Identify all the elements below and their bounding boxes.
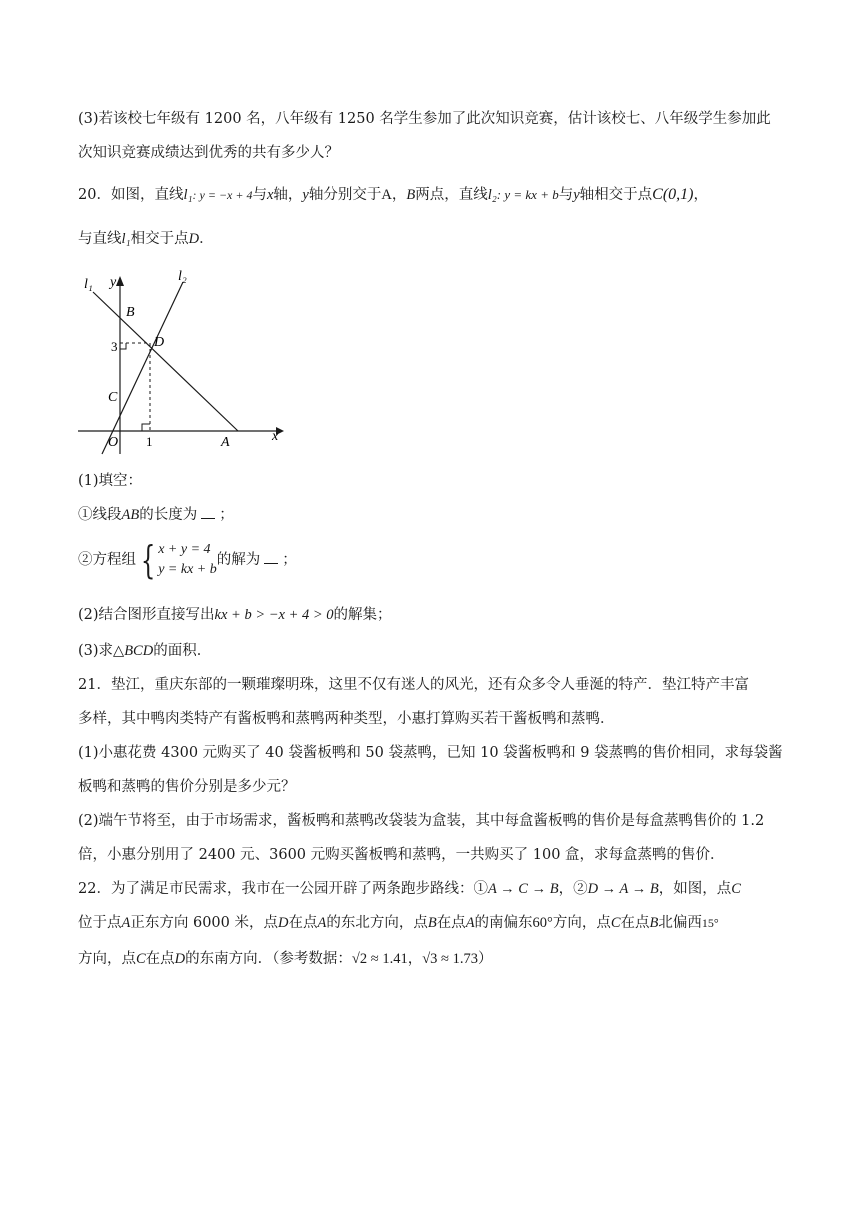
l2-label: l₂ xyxy=(487,187,497,203)
q20-stem-line1 xyxy=(78,184,708,206)
q22-text: 22．为了满足市民需求，我市在一公园开辟了两条跑步路线：① xyxy=(78,881,488,897)
point-a: A xyxy=(121,915,131,931)
q20-text: ． xyxy=(199,231,214,247)
answer-blank[interactable] xyxy=(264,551,278,564)
q22-text: 在点 xyxy=(145,951,175,967)
q22-text: 在点 xyxy=(288,915,318,931)
right-angle-mark-x xyxy=(142,424,150,431)
q21-line4: 板鸭和蒸鸭的售价分别是多少元？ xyxy=(78,779,296,795)
point-b: B xyxy=(649,915,659,931)
q20-text: 两点，直线 xyxy=(415,187,488,203)
l1-label: l₁ xyxy=(183,187,193,203)
q20-stem-line2 xyxy=(78,228,214,250)
q22-text: ，② xyxy=(558,881,588,897)
q20-text: 的面积． xyxy=(153,643,212,659)
q22-text: 在点 xyxy=(436,915,466,931)
point-c: C xyxy=(731,881,741,897)
q19-part3-line2: 次知识竞赛成绩达到优秀的共有多少人？ xyxy=(78,145,339,161)
tick-1: 1 xyxy=(146,434,153,449)
y-var: y xyxy=(573,187,580,203)
q20-text: 与 xyxy=(558,187,574,203)
q22-text: ， xyxy=(407,951,423,967)
route-1: A → C → B xyxy=(487,881,559,897)
q22-text: 北偏西 xyxy=(658,915,702,931)
inequality: kx + b > −x + 4 > 0 xyxy=(214,607,334,623)
tick-3: 3 xyxy=(111,339,118,354)
q20-text: (2)结合图形直接写出 xyxy=(78,607,215,623)
point-a: A xyxy=(317,915,327,931)
label-d: D xyxy=(154,335,165,350)
x-var: x xyxy=(266,187,274,203)
q20-text: ， xyxy=(693,187,708,203)
q21-line3: (1)小惠花费 4300 元购买了 40 袋酱板鸭和 50 袋蒸鸭，已知 10 袋酱板鸭和 9 袋蒸鸭的售价相同，求每袋酱 xyxy=(78,745,783,761)
q20-text: (3)求 xyxy=(78,643,114,659)
q22-line3 xyxy=(78,948,493,970)
q22-text: ） xyxy=(478,951,493,967)
equation-system xyxy=(136,540,217,580)
q20-text: 轴相交于点 xyxy=(579,187,653,203)
q20-text: 20．如图，直线 xyxy=(78,187,184,203)
q20-text: 与直线 xyxy=(78,231,122,247)
system-eq1: x + y = 4 xyxy=(158,542,211,557)
q20-text: ①线段 xyxy=(78,507,122,523)
label-l1: l₁ xyxy=(84,277,93,292)
y-var: y xyxy=(302,187,309,203)
point-a: A xyxy=(465,915,475,931)
q20-figure xyxy=(78,264,288,459)
l1-equation: : y = −x + 4 xyxy=(192,188,253,202)
angle-60: 60° xyxy=(532,915,553,931)
q22-text: 位于点 xyxy=(78,915,122,931)
q20-part2 xyxy=(78,604,392,626)
q22-text: 正东方向 6000 米，点 xyxy=(130,915,278,931)
q20-text: ； xyxy=(219,507,234,523)
q22-text: 的南偏东 xyxy=(474,915,533,931)
label-o: O xyxy=(108,435,119,450)
q20-text: 与 xyxy=(252,187,267,203)
q22-text: ，如图，点 xyxy=(658,881,732,897)
point-c-coord: C(0,1) xyxy=(652,186,694,203)
l1-label: l₁ xyxy=(121,231,131,247)
q20-text: 的解集； xyxy=(333,607,392,623)
answer-blank[interactable] xyxy=(201,506,215,519)
q19-part3-line1: (3)若该校七年级有 1200 名，八年级有 1250 名学生参加了此次知识竞赛，估计该校七、八年级学生参加此 xyxy=(78,111,771,127)
q21-line6: 倍，小惠分别用了 2400 元、3600 元购买酱板鸭和蒸鸭，一共购买了 100 盒，求每盒蒸鸭的售价． xyxy=(78,847,725,863)
line-l1 xyxy=(93,292,238,431)
q20-part1: (1)填空： xyxy=(78,473,143,489)
q20-part1-i xyxy=(78,504,234,526)
point-b: B xyxy=(427,915,437,931)
label-y: y xyxy=(110,275,117,290)
brace-icon: { xyxy=(140,538,156,582)
q20-text: 轴， xyxy=(273,187,303,203)
q22-text: 方向，点 xyxy=(78,951,136,967)
q22-line1 xyxy=(78,878,741,900)
triangle-bcd: △BCD xyxy=(113,643,154,659)
q22-text: 的东南方向．（参考数据： xyxy=(185,951,352,967)
q20-text: ， xyxy=(391,187,407,203)
q22-text: 在点 xyxy=(620,915,650,931)
label-l2: l₂ xyxy=(178,269,187,284)
point-d: D xyxy=(277,915,289,931)
point-b: B xyxy=(406,187,416,203)
q20-text: 的长度为 xyxy=(139,507,198,523)
q20-text: ； xyxy=(282,552,297,568)
label-c: C xyxy=(108,390,118,405)
q20-text: 轴分别交于 xyxy=(308,187,382,203)
point-a: A xyxy=(381,187,392,203)
q20-part3 xyxy=(78,640,211,662)
point-c: C xyxy=(136,951,146,967)
q21-line5: (2)端午节将至，由于市场需求，酱板鸭和蒸鸭改袋装为盒装，其中每盒酱板鸭的售价是每盒蒸鸭售价的 1.2 xyxy=(78,813,765,829)
q20-part1-ii xyxy=(78,538,297,582)
q20-text: 相交于点 xyxy=(130,231,189,247)
segment-ab: AB xyxy=(121,507,140,523)
sqrt2-approx: √2 ≈ 1.41 xyxy=(351,951,408,967)
point-c: C xyxy=(610,915,621,931)
sqrt3-approx: √3 ≈ 1.73 xyxy=(422,951,478,967)
label-x: x xyxy=(272,429,279,444)
q22-text: 方向，点 xyxy=(552,915,611,931)
q22-line2 xyxy=(78,912,719,934)
q22-text: 的东北方向，点 xyxy=(326,915,428,931)
point-d: D xyxy=(174,951,186,967)
y-axis-arrow xyxy=(116,276,124,286)
q21-line1: 21．垫江，重庆东部的一颗璀璨明珠，这里不仅有迷人的风光，还有众多令人垂涎的特产．垫江特产丰富 xyxy=(78,677,749,693)
l2-equation: : y = kx + b xyxy=(496,187,559,202)
q20-text: 的解为 xyxy=(216,552,261,568)
route-2: D → A → B xyxy=(587,881,659,897)
q21-line2: 多样，其中鸭肉类特产有酱板鸭和蒸鸭两种类型，小惠打算购买若干酱板鸭和蒸鸭． xyxy=(78,711,615,727)
point-d: D xyxy=(188,231,200,247)
system-eq2: y = kx + b xyxy=(158,562,217,577)
angle-15: 15° xyxy=(701,916,719,930)
label-b: B xyxy=(126,305,135,320)
label-a: A xyxy=(221,435,230,450)
q20-text: ②方程组 xyxy=(78,552,136,568)
right-angle-mark-y xyxy=(120,343,126,349)
